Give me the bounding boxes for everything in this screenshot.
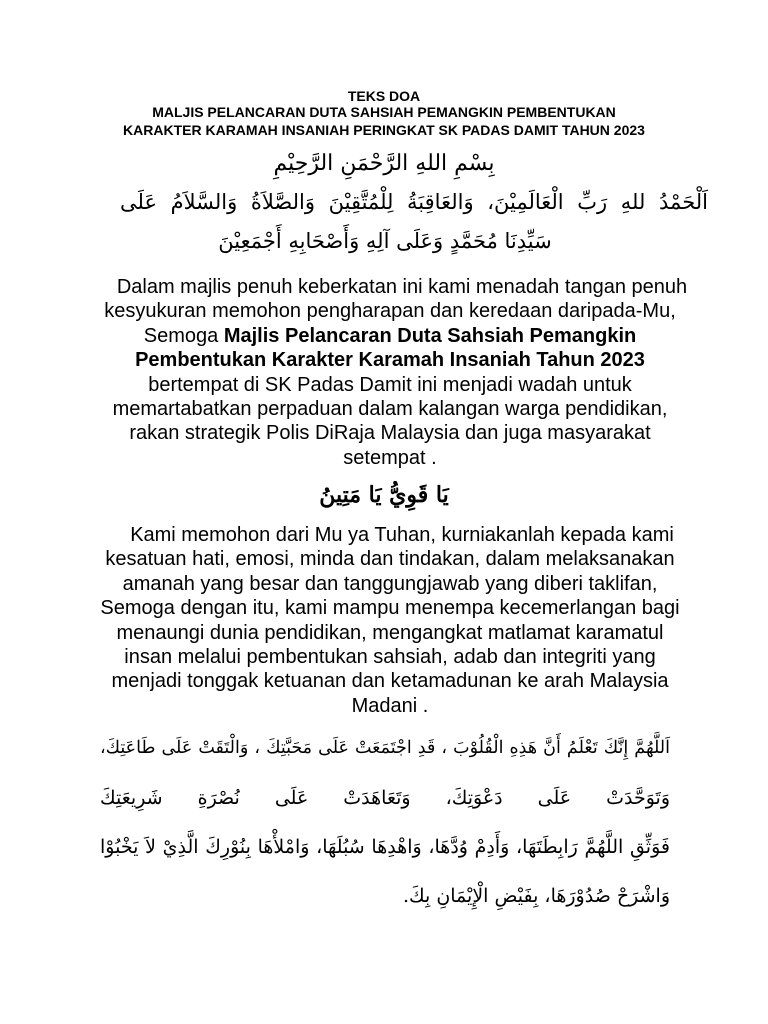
basmala: بِسْمِ اللهِ الرَّحْمَنِ الرَّحِيْمِ [273,151,495,176]
arabic-opening-line-1: اَلْحَمْدُ للهِ رَبِّ الْعَالَمِيْنَ، وَالعَاقِبَةُ لِلْمُتَّقِيْنَ وَالصَّلاَةُ وَالسَّلاَمُ عَلَى [120,190,708,214]
doc-subtitle-line-1: MALJIS PELANCARAN DUTA SAHSIAH PEMANGKIN PEMBENTUKAN [152,104,616,120]
arabic-prayer-line-1: اَللَّهُمَّ إِنَّكَ تَعْلَمُ أَنَّ هَذِهِ الْقُلُوْبَ ، قَدِ اجْتَمَعَتْ عَلَى مَحَبَّتِكَ ، وَالْتَقَتْ عَلَى طَاعَتِكَ، [100,738,670,758]
paragraph-2-text: Kami memohon dari Mu ya Tuhan, kurniakanlah kepada kami kesatuan hati, emosi, minda dan tindakan, dalam melaksanakan amanah yang besar dan tanggungjawab yang diberi taklifan, Semoga dengan itu, kami mampu menempa kecemerlangan bagi menaungi dunia pendidikan, mengangkat matlamat karamatul insan melalui pembentukan sahsiah, adab dan integriti yang menjadi tonggak ketuanan dan ketamadunan ke arah Malaysia Madani . [100,524,680,717]
arabic-opening-line-2: سَيِّدِنَا مُحَمَّدٍ وَعَلَى آلِهِ وَأَصْحَابِهِ أَجْمَعِيْنَ [218,229,552,253]
paragraph-2 [92,523,688,718]
paragraph-1-text-b: bertempat di SK Padas Damit ini menjadi wadah untuk memartabatkan perpaduan dalam kalangan warga pendidikan, rakan strategik Polis DiRaja Malaysia dan juga masyarakat setempat . [112,373,668,469]
arabic-prayer-line-4: وَاشْرَحْ صُدُوْرَهَا، بِفَيْضِ الْإِيْمَانِ بِكَ. [402,885,670,907]
paragraph-1 [92,275,688,470]
paragraph-1-text-a: Dalam majlis penuh keberkatan ini kami menadah tangan penuh kesyukuran memohon pengharapan dan keredaan daripada-Mu, Semoga [104,276,688,347]
arabic-prayer-line-3: فَوَثِّقِ اللَّهُمَّ رَابِطَتَهَا، وَأَدِمْ وُدَّهَا، وَاهْدِهَا سُبُلَهَا، وَامْلأْهَا بِنُوْرِكَ الَّذِيْ لاَ يَخْبُوْا [100,836,670,858]
doc-title: TEKS DOA [347,88,421,104]
invocation: يَا قَوِيُّ يَا مَتِينُ [319,482,449,508]
arabic-prayer-line-2: وَتَوَحَّدَتْ عَلَى دَعْوَتِكَ، وَتَعَاهَدَتْ عَلَى نُصْرَةِ شَرِيعَتِكَ [100,787,670,809]
doc-subtitle-line-2: KARAKTER KARAMAH INSANIAH PERINGKAT SK PADAS DAMIT TAHUN 2023 [123,122,645,138]
paragraph-1-bold-event-name: Majlis Pelancaran Duta Sahsiah Pemangkin Pembentukan Karakter Karamah Insaniah Tahun 2023 [135,324,645,372]
